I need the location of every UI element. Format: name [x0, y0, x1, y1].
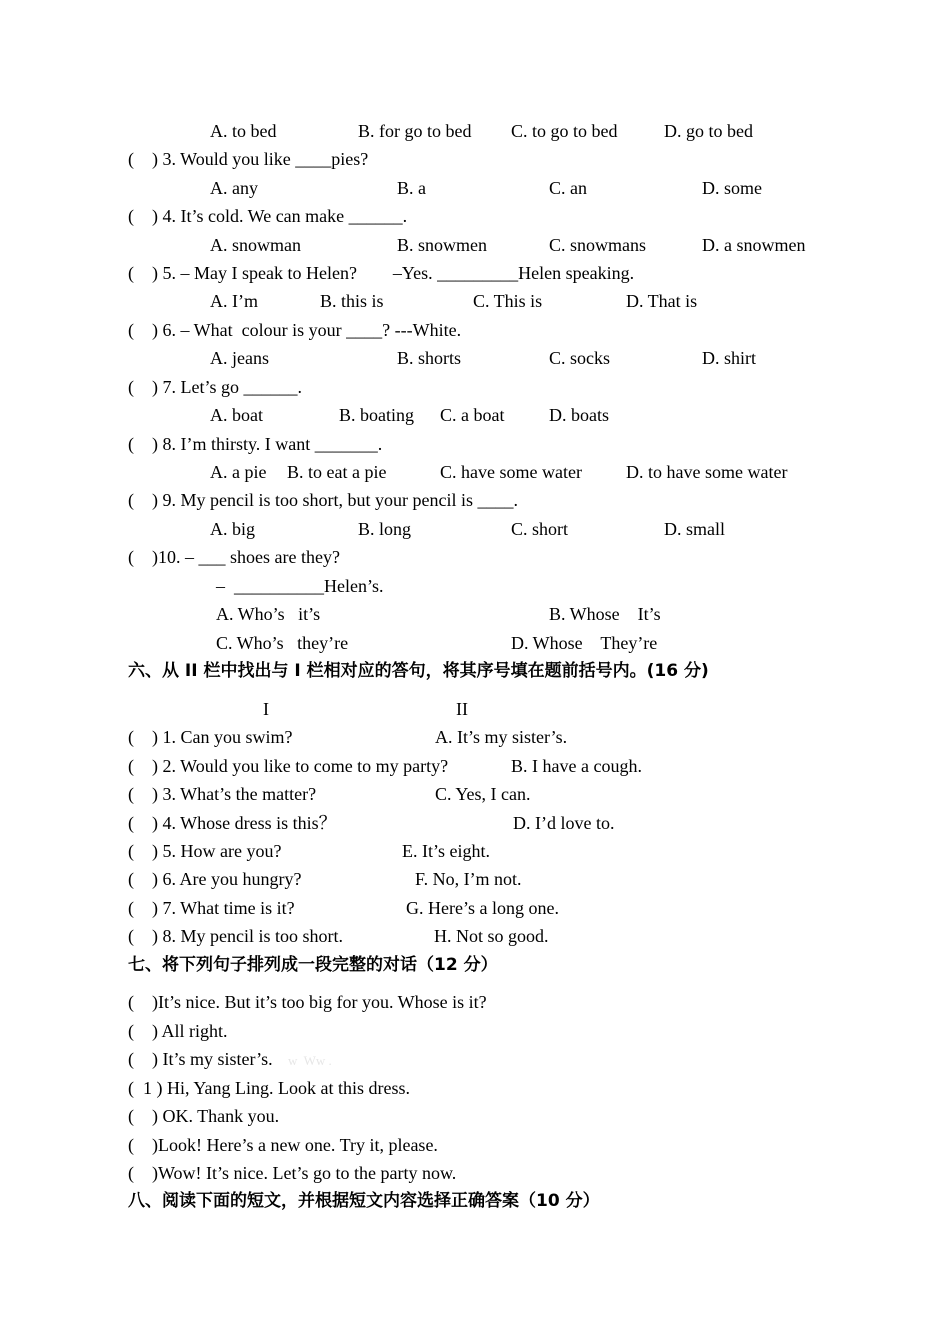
section6-answer: G. Here’s a long one.	[406, 898, 559, 918]
q10-option-b: B. Whose It’s	[549, 604, 661, 624]
section6-col2-header: II	[456, 699, 468, 719]
section6-question: ( ) 8. My pencil is too short.	[128, 926, 343, 946]
q9-option-b: B. long	[358, 519, 412, 539]
q4-option-b: B. snowmen	[397, 235, 487, 255]
q6-stem: ( ) 6. – What colour is your ____? ---White.	[128, 320, 462, 340]
section7-line: ( )It’s nice. But it’s too big for you. Whose is it?	[128, 992, 487, 1012]
q4-option-c: C. snowmans	[549, 235, 647, 255]
section6-answer: C. Yes, I can.	[435, 784, 531, 804]
q3-option-b: B. a	[397, 178, 426, 198]
section8-title: 八、阅读下面的短文，并根据短文内容选择正确答案（10 分）	[128, 1191, 600, 1211]
section6-col1-header: I	[263, 699, 269, 719]
q7-option-c: C. a boat	[440, 405, 505, 425]
q9-stem: ( ) 9. My pencil is too short, but your pencil is ____.	[128, 490, 518, 510]
q4-option-d: D. a snowmen	[702, 235, 806, 255]
section7-title: 七、将下列句子排列成一段完整的对话（12 分）	[128, 955, 498, 975]
section7-line: ( ) OK. Thank you.	[128, 1106, 280, 1126]
section6-answer: E. It’s eight.	[402, 841, 490, 861]
q5-stem: ( ) 5. – May I speak to Helen? –Yes. _________Helen speaking.	[128, 263, 635, 283]
q5-option-d: D. That is	[626, 291, 698, 311]
section6-question: ( ) 1. Can you swim?	[128, 727, 293, 747]
q9-option-c: C. short	[511, 519, 569, 539]
q5-option-c: C. This is	[473, 291, 543, 311]
section6-answer: H. Not so good.	[434, 926, 549, 946]
q4-option-a: A. snowman	[210, 235, 301, 255]
q10-option-d: D. Whose They’re	[511, 633, 658, 653]
q3-stem: ( ) 3. Would you like ____pies?	[128, 149, 369, 169]
q4-stem: ( ) 4. It’s cold. We can make ______.	[128, 206, 408, 226]
section6-answer: A. It’s my sister’s.	[435, 727, 568, 747]
watermark: w Ww .	[288, 1053, 332, 1068]
section6-question: ( ) 6. Are you hungry?	[128, 869, 302, 889]
section7-line: ( ) All right.	[128, 1021, 228, 1041]
q7-option-a: A. boat	[210, 405, 263, 425]
q10-option-c: C. Who’s they’re	[216, 633, 349, 653]
q3-option-d: D. some	[702, 178, 762, 198]
section6-title: 六、从 II 栏中找出与 I 栏相对应的答句，将其序号填在题前括号内。(16 分)	[128, 661, 709, 681]
q6-option-d: D. shirt	[702, 348, 756, 368]
q3-option-a: A. any	[210, 178, 258, 198]
section6-answer: D. I’d love to.	[513, 813, 615, 833]
section6-question: ( ) 7. What time is it?	[128, 898, 295, 918]
q7-stem: ( ) 7. Let’s go ______.	[128, 377, 302, 397]
section6-answer: F. No, I’m not.	[415, 869, 522, 889]
q10-stem: ( )10. – ___ shoes are they?	[128, 547, 340, 567]
q8-option-c: C. have some water	[440, 462, 582, 482]
section7-line: ( )Wow! It’s nice. Let’s go to the party now.	[128, 1163, 457, 1183]
section6-question: ( ) 3. What’s the matter?	[128, 784, 317, 804]
q3-option-c: C. an	[549, 178, 587, 198]
q2-option-b: B. for go to bed	[358, 121, 472, 141]
q6-option-c: C. socks	[549, 348, 611, 368]
q5-option-b: B. this is	[320, 291, 384, 311]
q9-option-d: D. small	[664, 519, 725, 539]
q10-option-a: A. Who’s it’s	[216, 604, 321, 624]
section6-question: ( ) 5. How are you?	[128, 841, 282, 861]
section6-question: ( ) 2. Would you like to come to my party?	[128, 756, 449, 776]
q7-option-b: B. boating	[339, 405, 414, 425]
q7-option-d: D. boats	[549, 405, 609, 425]
section6-question: ( ) 4. Whose dress is this？	[128, 813, 337, 833]
section7-line: ( )Look! Here’s a new one. Try it, please.	[128, 1135, 438, 1155]
q2-option-a: A. to bed	[210, 121, 277, 141]
q8-option-a: A. a pie	[210, 462, 267, 482]
q2-option-c: C. to go to bed	[511, 121, 618, 141]
section6-answer: B. I have a cough.	[511, 756, 642, 776]
q8-option-b: B. to eat a pie	[287, 462, 387, 482]
q10-stem-answer: – __________Helen’s.	[216, 576, 384, 596]
q9-option-a: A. big	[210, 519, 255, 539]
q8-stem: ( ) 8. I’m thirsty. I want _______.	[128, 434, 383, 454]
section7-line: ( ) It’s my sister’s.	[128, 1049, 273, 1069]
q6-option-a: A. jeans	[210, 348, 269, 368]
q6-option-b: B. shorts	[397, 348, 462, 368]
q2-option-d: D. go to bed	[664, 121, 753, 141]
q5-option-a: A. I’m	[210, 291, 258, 311]
q8-option-d: D. to have some water	[626, 462, 788, 482]
section7-line: ( 1 ) Hi, Yang Ling. Look at this dress.	[128, 1078, 410, 1098]
